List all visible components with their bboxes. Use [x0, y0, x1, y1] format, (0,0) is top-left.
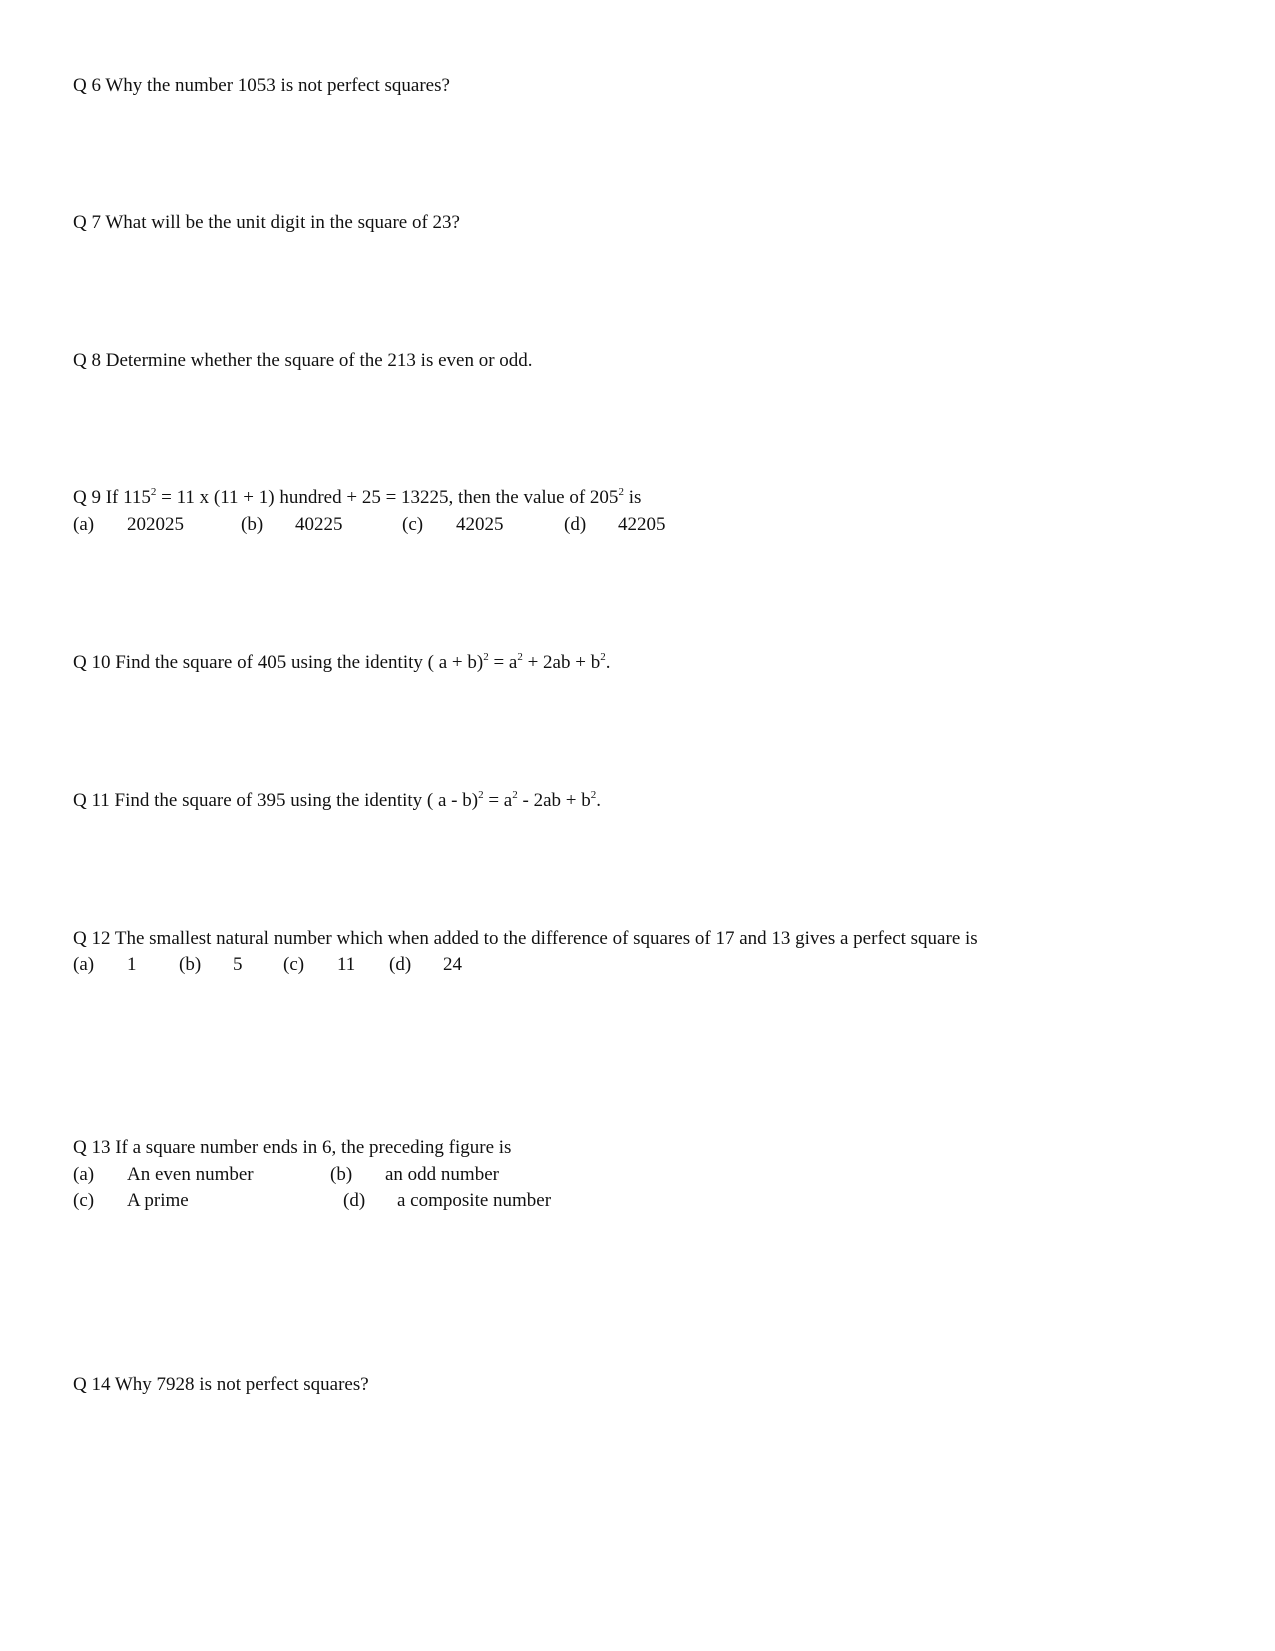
option-label: (c): [73, 1190, 95, 1211]
question-9: [73, 486, 641, 510]
option-value: 5: [233, 954, 243, 975]
option-label: (d): [389, 954, 412, 975]
option-label: (b): [241, 514, 264, 535]
question-13: [73, 1136, 511, 1160]
question-10-text-part3: + 2ab + b: [522, 652, 601, 673]
question-6: [73, 74, 450, 98]
question-11-superscript-3: 2: [590, 789, 597, 801]
question-9-text-part3: is: [623, 487, 642, 508]
question-11-superscript-1: 2: [478, 789, 484, 801]
option-label: (d): [343, 1190, 366, 1211]
question-8: [73, 349, 533, 373]
question-9-superscript-1: 2: [150, 486, 157, 498]
option-value: 40225: [295, 514, 343, 535]
question-11-text-part1: Q 11 Find the square of 395 using the identity ( a - b): [73, 790, 479, 811]
option-value: 42025: [456, 514, 504, 535]
question-9-text-part2: = 11 x (11 + 1) hundred + 25 = 13225, then the value of 205: [156, 487, 619, 508]
question-14-text: Q 14 Why 7928 is not perfect squares?: [73, 1374, 369, 1395]
question-10-superscript-3: 2: [600, 651, 606, 663]
question-7: [73, 211, 460, 235]
option-value: a composite number: [397, 1190, 552, 1211]
question-11-superscript-2: 2: [512, 789, 518, 801]
question-10-text-part2: = a: [488, 652, 518, 673]
question-10-superscript-2: 2: [517, 651, 523, 663]
question-12: [73, 927, 978, 951]
question-12-text: Q 12 The smallest natural number which when added to the difference of squares of 17 and 13 gives a perfect square is: [73, 928, 978, 949]
option-label: (b): [179, 954, 202, 975]
option-label: (a): [73, 954, 95, 975]
option-value: 42205: [618, 514, 666, 535]
question-6-text: Q 6 Why the number 1053 is not perfect squares?: [73, 75, 450, 96]
option-label: (b): [330, 1164, 353, 1185]
question-8-text: Q 8 Determine whether the square of the 213 is even or odd.: [73, 350, 533, 371]
option-value: 1: [127, 954, 137, 975]
question-13-text: Q 13 If a square number ends in 6, the preceding figure is: [73, 1137, 512, 1158]
question-10-text-part1: Q 10 Find the square of 405 using the identity ( a + b): [73, 652, 484, 673]
option-value: 11: [337, 954, 356, 975]
question-11-text-part4: .: [596, 790, 601, 811]
option-value: an odd number: [385, 1164, 499, 1185]
option-value: An even number: [127, 1164, 254, 1185]
question-11-text-part2: = a: [483, 790, 513, 811]
question-9-superscript-2: 2: [618, 486, 624, 498]
question-9-text-part1: Q 9 If 115: [73, 487, 151, 508]
question-11-text-part3: - 2ab + b: [517, 790, 591, 811]
question-11: [73, 789, 601, 813]
option-label: (c): [402, 514, 424, 535]
question-14: [73, 1373, 369, 1397]
option-value: A prime: [127, 1190, 189, 1211]
option-label: (c): [283, 954, 305, 975]
question-10: [73, 651, 610, 675]
question-10-text-part4: .: [605, 652, 611, 673]
option-value: 202025: [127, 514, 184, 535]
question-7-text: Q 7 What will be the unit digit in the square of 23?: [73, 212, 460, 233]
option-label: (d): [564, 514, 587, 535]
option-label: (a): [73, 514, 95, 535]
option-value: 24: [443, 954, 462, 975]
option-label: (a): [73, 1164, 95, 1185]
question-10-superscript-1: 2: [483, 651, 489, 663]
